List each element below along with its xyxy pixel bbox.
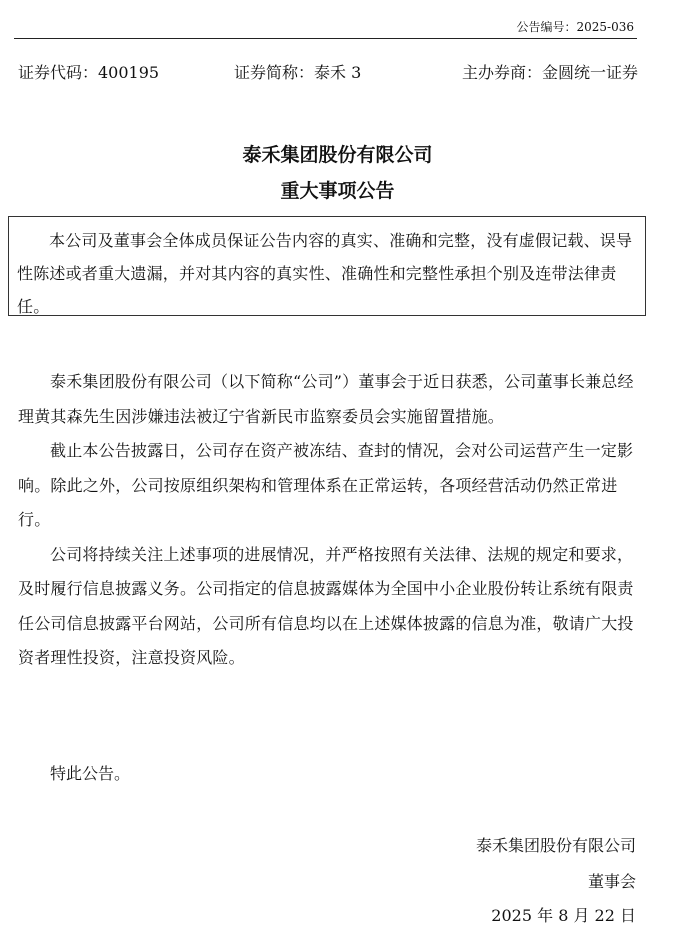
- signature-date: 2025 年 8 月 22 日: [491, 906, 636, 925]
- security-code: 证券代码：400195: [18, 63, 160, 82]
- signature-board: 董事会: [587, 872, 636, 891]
- announcement-body: [18, 365, 638, 676]
- company-title: 泰禾集团股份有限公司: [242, 144, 433, 166]
- body-paragraph: 泰禾集团股份有限公司（以下简称“公司”）董事会于近日获悉，公司董事长兼总经理黄其森先生因涉嫌违法被辽宁省新民市监察委员会实施留置措施。: [18, 372, 634, 426]
- disclaimer-box: 本公司及董事会全体成员保证公告内容的真实、准确和完整，没有虚假记载、误导性陈述或者重大遗漏，并对其内容的真实性、准确性和完整性承担个别及连带法律责任。: [8, 216, 646, 316]
- body-paragraph: 公司将持续关注上述事项的进展情况，并严格按照有关法律、法规的规定和要求，及时履行信息披露义务。公司指定的信息披露媒体为全国中小企业股份转让系统有限责任公司信息披露平台网站，公司所有信息均以在上述媒体披露的信息为准，敬请广大投资者理性投资，注意投资风险。: [18, 544, 634, 667]
- announcement-title: 重大事项公告: [280, 180, 395, 202]
- security-abbreviation: 证券简称：泰禾 3: [234, 63, 362, 82]
- body-paragraph: 截止本公告披露日，公司存在资产被冻结、查封的情况，会对公司运营产生一定影响。除此之外，公司按原组织架构和管理体系在正常运转，各项经营活动仍然正常进行。: [18, 441, 634, 529]
- signature-company: 泰禾集团股份有限公司: [475, 836, 636, 855]
- securities-info-row: [18, 62, 638, 84]
- closing-remark: 特此公告。: [50, 764, 131, 783]
- header-rule: [14, 38, 637, 39]
- announcement-number: 公告编号：2025-036: [516, 20, 634, 34]
- lead-broker: 主办券商：金圆统一证券: [461, 63, 638, 82]
